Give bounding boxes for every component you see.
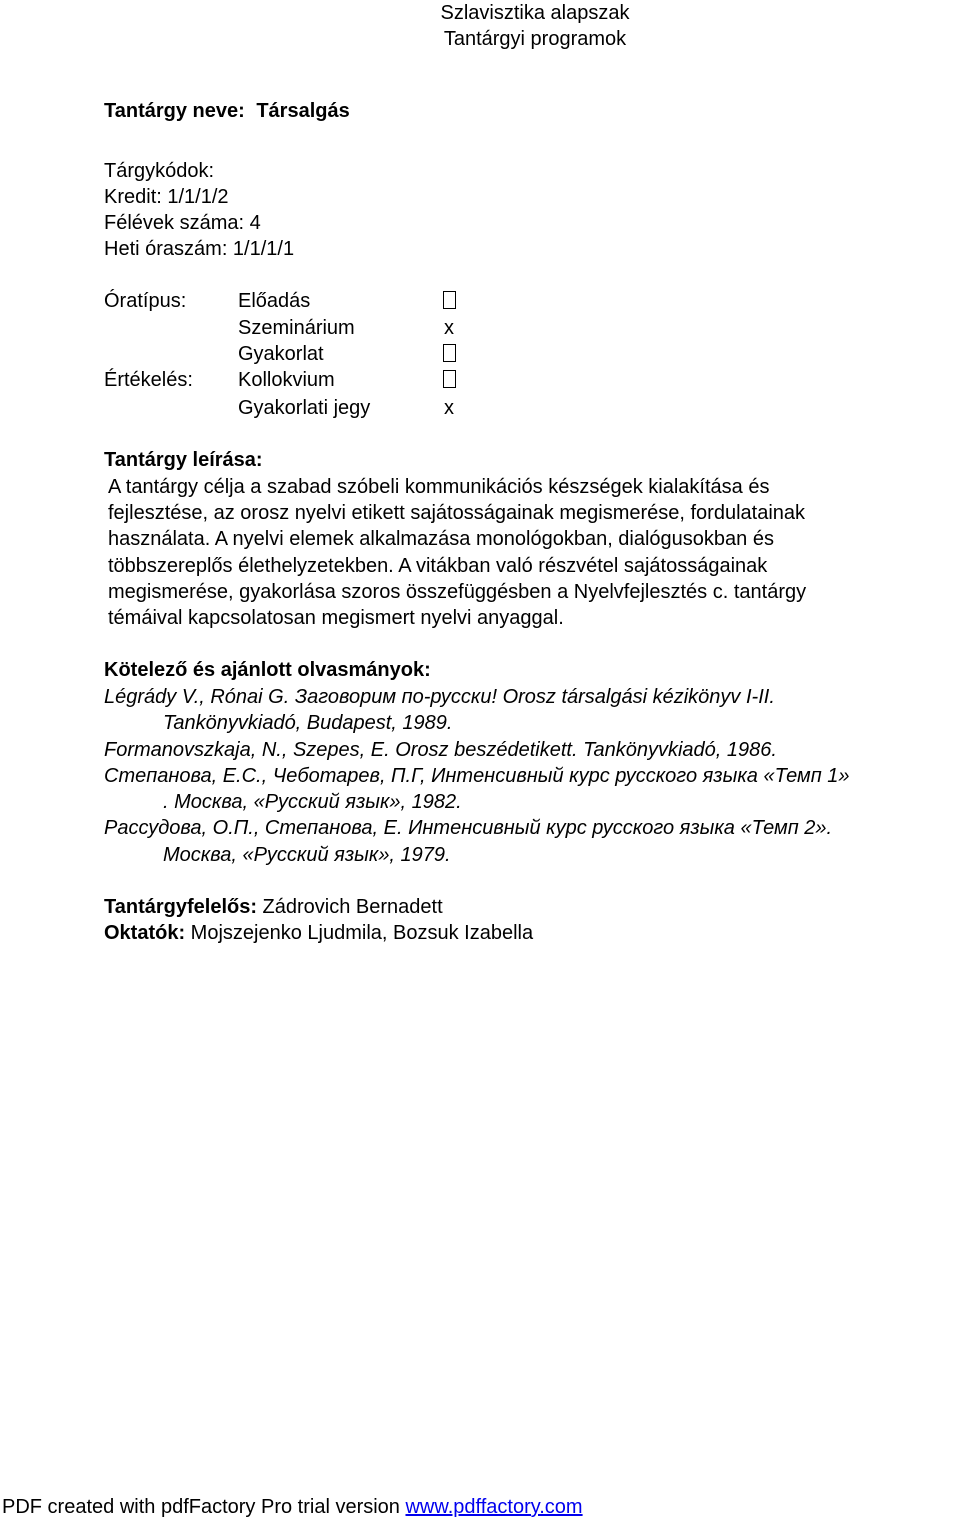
empty-box-icon (443, 344, 456, 362)
reading-entry: Рассудова, О.П., Степанова, Е. Интенсивный курс русского языка «Темп 2». (104, 817, 833, 839)
class-type-gyakorlat: Gyakorlat (238, 343, 324, 365)
subject-credit: Kredit: 1/1/1/2 (104, 186, 229, 208)
subject-hours: Heti óraszám: 1/1/1/1 (104, 238, 295, 260)
description-line: használata. A nyelvi elemek alkalmazása monológokban, dialógusokban és (108, 528, 774, 550)
subject-name (104, 98, 350, 124)
class-type-eloadas-checkbox (440, 288, 458, 314)
empty-box-icon (443, 291, 456, 309)
footer-link[interactable]: www.pdffactory.com (405, 1496, 583, 1518)
header-line-1: Szlavisztika alapszak (440, 2, 630, 24)
description-line: fejlesztése, az orosz nyelvi etikett sajátosságainak megismerése, fordulatainak (108, 502, 806, 524)
class-type-szeminarium-mark: x (444, 317, 454, 339)
class-type-gyakorlat-checkbox (440, 341, 458, 367)
reading-entry: Степанова, Е.С., Чеботарев, П.Г, Интенсивный курс русского языка «Темп 1» (104, 765, 850, 787)
class-type-szeminarium: Szeminárium (238, 317, 355, 339)
empty-box-icon (443, 370, 456, 388)
pdf-footer (2, 1494, 583, 1520)
description-heading: Tantárgy leírása: (104, 449, 263, 471)
responsible-value: Zádrovich Bernadett (257, 896, 443, 918)
description-line: többszereplős élethelyzetekben. A vitákban való részvétel sajátosságainak (108, 555, 768, 577)
teachers (104, 920, 533, 946)
responsible (104, 894, 443, 920)
evaluation-kollokvium-checkbox (440, 367, 458, 393)
class-type-eloadas: Előadás (238, 290, 311, 312)
reading-entry-continued: . Москва, «Русский язык», 1982. (163, 791, 462, 813)
subject-codes: Tárgykódok: (104, 160, 215, 182)
teachers-value: Mojszejenko Ljudmila, Bozsuk Izabella (185, 922, 534, 944)
subject-name-value: Társalgás (256, 100, 350, 122)
description-line: A tantárgy célja a szabad szóbeli kommunikációs készségek kialakítása és (108, 476, 770, 498)
evaluation-kollokvium: Kollokvium (238, 369, 335, 391)
subject-name-label: Tantárgy neve: (104, 100, 245, 122)
class-type-label: Óratípus: (104, 290, 187, 312)
evaluation-gyakorlati-jegy-mark: x (444, 397, 454, 419)
reading-entry-continued: Tankönyvkiadó, Budapest, 1989. (163, 712, 453, 734)
evaluation-label: Értékelés: (104, 369, 193, 391)
footer-text: PDF created with pdfFactory Pro trial version (2, 1496, 406, 1518)
subject-semesters: Félévek száma: 4 (104, 212, 261, 234)
description-line: témáival kapcsolatosan megismert nyelvi anyaggal. (108, 607, 564, 629)
header-line-2: Tantárgyi programok (443, 28, 627, 50)
readings-heading: Kötelező és ajánlott olvasmányok: (104, 659, 431, 681)
reading-entry-continued: Москва, «Русский язык», 1979. (163, 844, 451, 866)
responsible-label: Tantárgyfelelős: (104, 896, 257, 918)
evaluation-gyakorlati-jegy: Gyakorlati jegy (238, 397, 371, 419)
reading-entry: Formanovszkaja, N., Szepes, E. Orosz beszédetikett. Tankönyvkiadó, 1986. (104, 739, 777, 761)
teachers-label: Oktatók: (104, 922, 186, 944)
reading-entry: Légrády V., Rónai G. Заговорим по-русски! Orosz társalgási kézikönyv I-II. (104, 686, 775, 708)
description-line: megismerése, gyakorlása szoros összefüggésben a Nyelvfejlesztés c. tantárgy (108, 581, 807, 603)
